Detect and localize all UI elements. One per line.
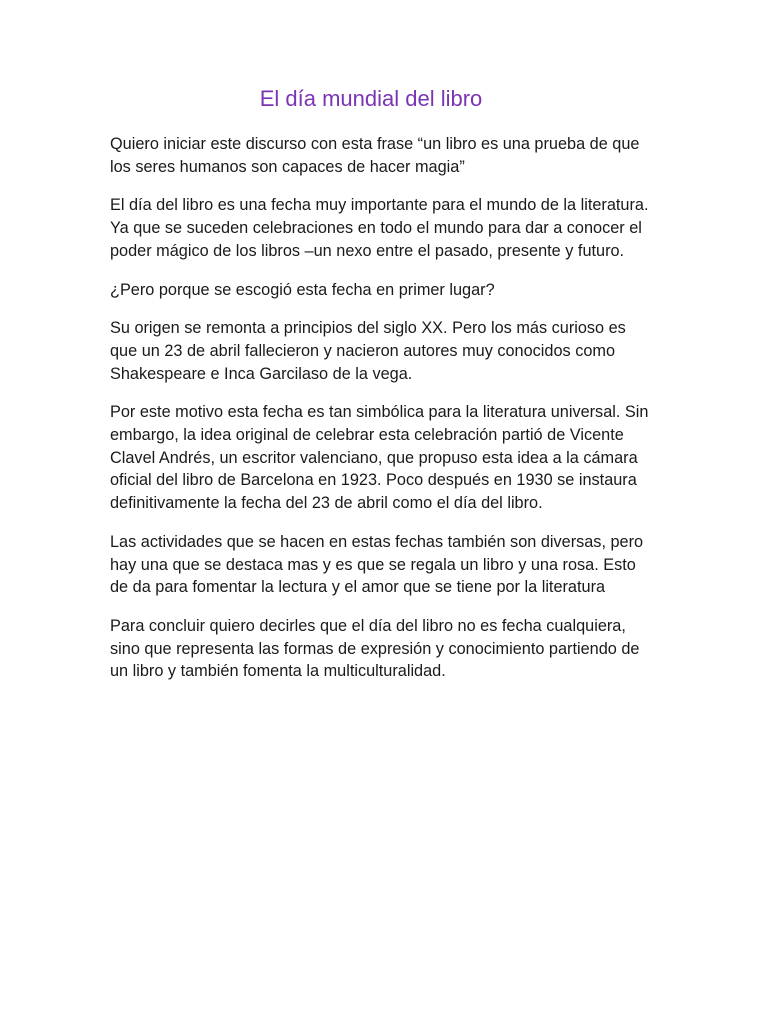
paragraph-question: ¿Pero porque se escogió esta fecha en primer lugar? (110, 280, 495, 299)
document-title: El día mundial del libro (259, 86, 483, 111)
paragraph-conclusion: Para concluir quiero decirles que el día del libro no es fecha cualquiera, sino que representa las formas de expresión y conocimiento partiendo de un libro y también fomenta la multiculturalidad. (110, 616, 640, 681)
paragraph-activities: Las actividades que se hacen en estas fechas también son diversas, pero hay una que se destaca mas y es que se regala un libro y una rosa. Esto de da para fomentar la lectura y el amor que se tiene por la literatura (110, 532, 644, 597)
paragraph-origin: Su origen se remonta a principios del siglo XX. Pero los más curioso es que un 23 de abril fallecieron y nacieron autores muy conocidos como Shakespeare e Inca Garcilaso de la vega. (110, 319, 626, 383)
document-body (110, 133, 650, 699)
paragraph-importance: El día del libro es una fecha muy importante para el mundo de la literatura. Ya que se suceden celebraciones en todo el mundo para dar a conocer el poder mágico de los libros –un nexo entre el pasado, presente y futuro. (110, 196, 649, 260)
paragraph-history: Por este motivo esta fecha es tan simbólica para la literatura universal. Sin embargo, la idea original de celebrar esta celebración partió de Vicente Clavel Andrés, un escritor valenciano, que propuso esta idea a la cámara oficial del libro de Barcelona en 1923. Poco después en 1930 se instaura definitivamente la fecha del 23 de abril como el día del libro. (110, 403, 649, 513)
paragraph-intro: Quiero iniciar este discurso con esta frase “un libro es una prueba de que los seres humanos son capaces de hacer magia” (110, 135, 640, 176)
